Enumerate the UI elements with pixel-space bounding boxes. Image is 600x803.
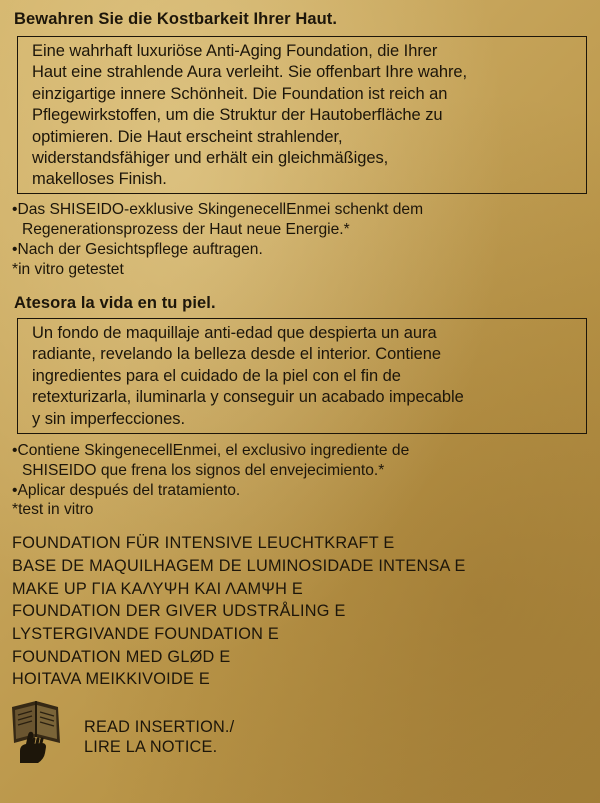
german-heading: Bewahren Sie die Kostbarkeit Ihrer Haut. [14, 10, 338, 28]
product-name-line: FOUNDATION MED GLØD E [12, 648, 231, 666]
product-name-line: FOUNDATION DER GIVER UDSTRÅLING E [12, 602, 346, 620]
german-note-line: •Nach der Gesichtspflege auftragen. [12, 241, 263, 258]
spanish-note-line: *test in vitro [12, 501, 94, 518]
product-name-line: LYSTERGIVANDE FOUNDATION E [12, 625, 280, 643]
product-name-line: HOITAVA MEIKKIVOIDE E [12, 670, 210, 688]
german-note-line: *in vitro getestet [12, 261, 124, 278]
spanish-note-line: •Contiene SkingenecellEnmei, el exclusivo ingrediente de [12, 442, 410, 459]
german-description-line: Haut eine strahlende Aura verleiht. Sie offenbart Ihre wahre, [32, 63, 468, 82]
german-description-line: Pflegewirkstoffen, um die Struktur der Hautoberfläche zu [32, 106, 443, 125]
product-name-line: MAKE UP ΓΙΑ ΚΑΛΥΨΗ ΚΑΙ ΛΑΜΨΗ E [12, 580, 304, 598]
spanish-description-line: ingredientes para el cuidado de la piel con el fin de [32, 366, 401, 385]
german-description-line: widerstandsfähiger und erhält ein gleichmäßiges, [32, 149, 389, 168]
spanish-note-line: SHISEIDO que frena los signos del envejecimiento.* [22, 462, 385, 479]
german-description-line: Eine wahrhaft luxuriöse Anti-Aging Foundation, die Ihrer [32, 42, 438, 60]
read-notice-text: LIRE LA NOTICE. [84, 738, 218, 756]
spanish-description-box [17, 318, 587, 434]
german-description-line: makelloses Finish. [32, 170, 167, 189]
german-note-line: Regenerationsprozess der Haut neue Energie.* [22, 221, 350, 238]
product-name-line: BASE DE MAQUILHAGEM DE LUMINOSIDADE INTENSA E [12, 557, 466, 575]
spanish-description-line: radiante, revelando la belleza desde el interior. Contiene [32, 345, 441, 364]
german-note-line: •Das SHISEIDO-exklusive SkingenecellEnmei schenkt dem [12, 201, 424, 218]
german-description-line: optimieren. Die Haut erscheint strahlender, [32, 127, 343, 146]
spanish-note-line: •Aplicar después del tratamiento. [12, 482, 241, 499]
german-description-line: einzigartige innere Schönheit. Die Foundation ist reich an [32, 84, 448, 103]
read-insertion-text: READ INSERTION./ [84, 718, 235, 736]
spanish-heading: Atesora la vida en tu piel. [14, 294, 216, 312]
spanish-description-line: y sin imperfecciones. [32, 409, 186, 428]
spanish-description-line: Un fondo de maquillaje anti-edad que despierta un aura [32, 324, 437, 342]
product-name-line: FOUNDATION FÜR INTENSIVE LEUCHTKRAFT E [12, 534, 395, 552]
german-description-box [17, 36, 587, 194]
spanish-description-line: retexturizarla, iluminarla y conseguir un acabado impecable [32, 388, 464, 407]
hand-holding-leaflet-icon [6, 697, 74, 765]
